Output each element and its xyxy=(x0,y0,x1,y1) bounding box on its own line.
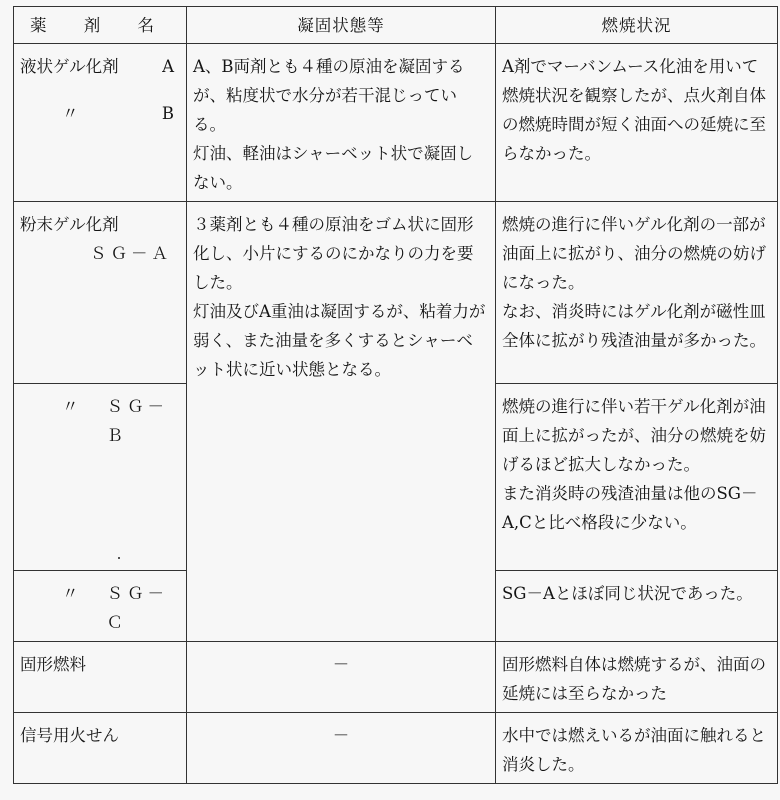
cell-solid-state xyxy=(187,642,496,713)
sgb-combustion-text-1: 燃焼の進行に伴い若干ゲル化剤が油面上に拡がったが、油分の燃焼を妨げるほど拡大しなかった。 xyxy=(502,397,766,474)
cell-solid-combustion xyxy=(496,642,778,713)
header-combustion-status: 燃焼状況 xyxy=(496,7,778,44)
liquid-agent-name: 液状ゲル化剤 xyxy=(20,57,119,76)
powder-agent-name: 粉末ゲル化剤 xyxy=(20,215,119,234)
liquid-agent-b: B xyxy=(161,104,174,123)
powder-agent-sgc: ＳＧ－Ｃ xyxy=(106,584,168,632)
ditto-mark-b: 〃 xyxy=(62,104,79,123)
sga-combustion-text-2: なお、消炎時にはゲル化剤が磁性皿全体に拡がり残渣油量が多かった。 xyxy=(502,302,766,350)
solid-fuel-name: 固形燃料 xyxy=(20,655,86,674)
cell-liquid-name xyxy=(14,44,187,202)
powder-state-text-1: ３薬剤とも４種の原油をゴム状に固形化し、小片にするのにかなりの力を要した。 xyxy=(193,215,474,292)
liquid-agent-a: A xyxy=(162,57,174,76)
header-row xyxy=(14,7,778,44)
ditto-mark-sgb: 〃 xyxy=(62,397,79,416)
cell-powder-name-b xyxy=(14,384,187,571)
reagent-table xyxy=(13,6,778,784)
liquid-state-text-2: 灯油、軽油はシャーベット状で凝固しない。 xyxy=(193,144,474,192)
liquid-combustion-text: A剤でマーバンムース化油を用いて燃焼状況を観察したが、点火剤自体の燃焼時間が短く油面への延焼に至らなかった。 xyxy=(502,57,766,163)
header-reagent-name: 薬 剤 名 xyxy=(14,7,187,44)
cell-solid-name xyxy=(14,642,187,713)
cell-powder-combustion-a xyxy=(496,202,778,384)
cell-liquid-state xyxy=(187,44,496,202)
flare-state-dash: － xyxy=(332,726,350,745)
solid-state-dash: － xyxy=(332,655,350,674)
cell-flare-combustion xyxy=(496,713,778,784)
cell-liquid-combustion xyxy=(496,44,778,202)
table-row-solid-fuel xyxy=(14,642,778,713)
cell-powder-name-a xyxy=(14,202,187,384)
ditto-mark-sgc: 〃 xyxy=(62,584,79,603)
liquid-state-text-1: A、B両剤とも４種の原油を凝固するが、粘度状で水分が若干混じっている。 xyxy=(193,57,465,134)
table-row-liquid xyxy=(14,44,778,202)
cell-powder-combustion-c xyxy=(496,571,778,642)
signal-flare-name: 信号用火せん xyxy=(20,726,119,745)
sgb-combustion-text-2: また消炎時の残渣油量は他のSG－A,Cと比べ格段に少ない。 xyxy=(502,484,758,532)
powder-agent-sgb: ＳＧ－Ｂ xyxy=(106,397,168,445)
cell-powder-combustion-b xyxy=(496,384,778,571)
cell-flare-name xyxy=(14,713,187,784)
table-row-signal-flare xyxy=(14,713,778,784)
document-table-container xyxy=(13,6,777,798)
cell-flare-state xyxy=(187,713,496,784)
powder-state-text-2: 灯油及びA重油は凝固するが、粘着力が弱く、また油量を多くするとシャーベット状に近い状態となる。 xyxy=(193,302,486,379)
flare-combustion-text: 水中では燃えいるが油面に触れると消炎した。 xyxy=(502,726,766,774)
cell-powder-name-c xyxy=(14,571,187,642)
powder-agent-sga: ＳＧ－Ａ xyxy=(90,244,172,263)
solid-combustion-text: 固形燃料自体は燃焼するが、油面の延焼には至らなかった xyxy=(502,655,766,703)
sgc-combustion-text: SG－Aとほぼ同じ状況であった。 xyxy=(502,584,753,603)
sga-combustion-text-1: 燃焼の進行に伴いゲル化剤の一部が油面上に拡がり、油分の燃焼の妨げになった。 xyxy=(502,215,766,292)
header-solidification-state: 凝固状態等 xyxy=(187,7,496,44)
cell-powder-state xyxy=(187,202,496,642)
scan-speck xyxy=(118,557,120,559)
table-row-powder-sga xyxy=(14,202,778,384)
